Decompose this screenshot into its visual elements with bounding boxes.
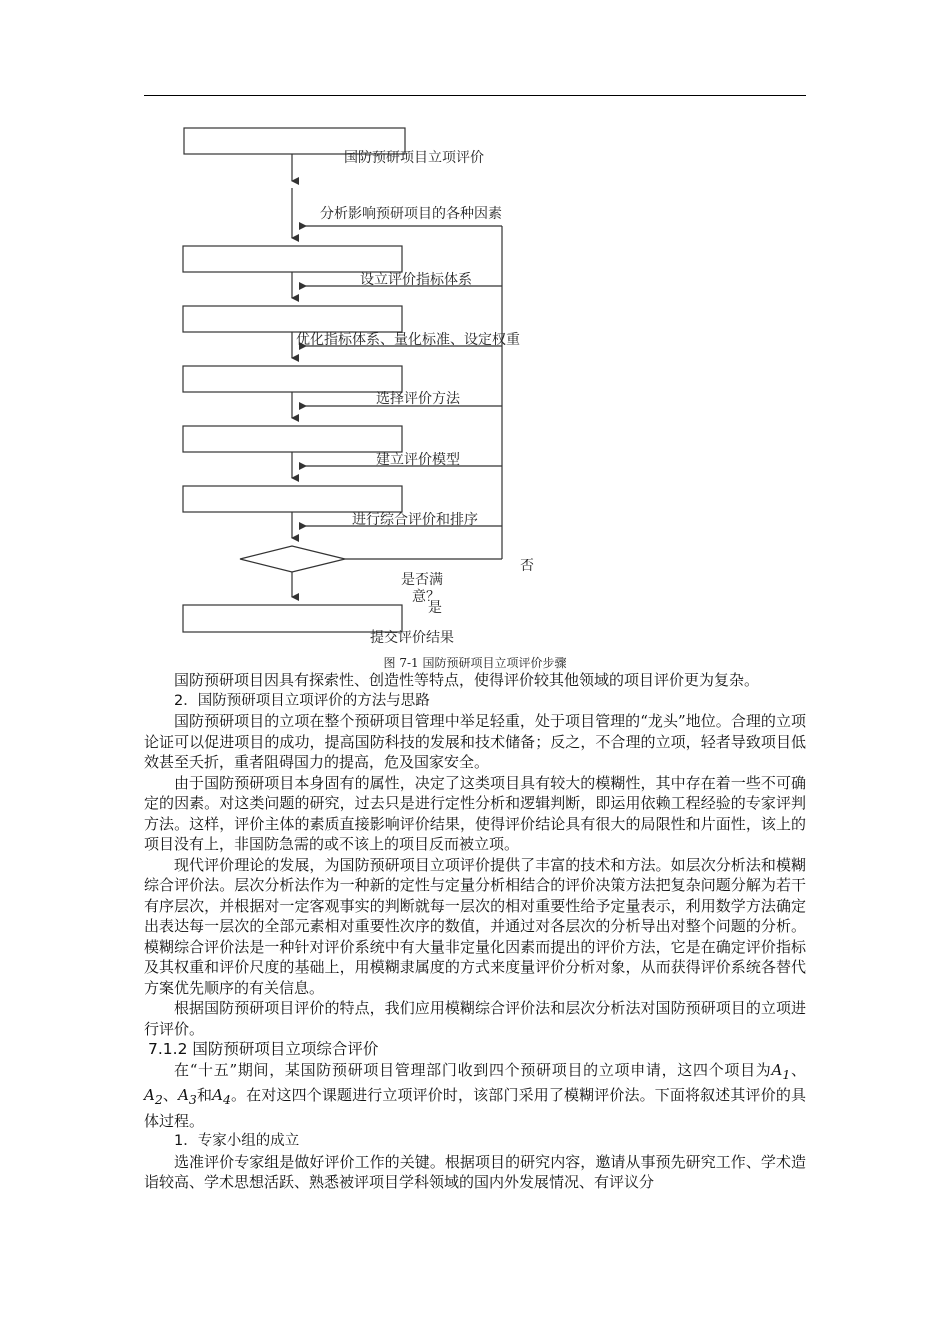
figure-caption: 图 7-1 国防预研项目立项评价步骤 bbox=[383, 656, 567, 670]
flow-box-3 bbox=[183, 246, 402, 272]
flow-step-label-4: 优化指标体系、量化标准、设定权重 bbox=[296, 332, 520, 348]
flow-box-8 bbox=[183, 605, 402, 632]
subheading-expert-group: 1．专家小组的成立 bbox=[174, 1133, 300, 1149]
paragraph-7: 选准评价专家组是做好评价工作的关键。根据项目的研究内容，邀请从事预先研究工作、学术造诣较高、学术思想活跃、熟悉被评项目学科领域的国内外发展情况、有评议分 bbox=[144, 1152, 806, 1191]
subheading-methods: 2．国防预研项目立项评价的方法与思路 bbox=[174, 692, 430, 709]
project-a2: $A_2$ bbox=[144, 1086, 163, 1107]
paragraph-5: 根据国防预研项目评价的特点，我们应用模糊综合评价法和层次分析法对国防预研项目的立项进行评价。 bbox=[144, 999, 806, 1038]
paragraph-6-start: 在“十五”期间，某国防预研项目管理部门收到四个预研项目的立项申请，这四个项目为 bbox=[174, 1060, 772, 1079]
paragraph-6: 在“十五”期间，某国防预研项目管理部门收到四个预研项目的立项申请，这四个项目为$A_1$、$A_2$、$A_3$和$A_4$。在对这四个课题进行立项评价时，该部门采用了模糊评价法。下面将叙述其评价的具体过程。 bbox=[144, 1060, 806, 1130]
paragraph-1: 国防预研项目因具有探索性、创造性等特点，使得评价较其他领域的项目评价更为复杂。 bbox=[174, 671, 760, 689]
project-a4: $A_4$ bbox=[212, 1086, 231, 1107]
flow-step-label-1: 国防预研项目立项评价 bbox=[344, 150, 484, 166]
flow-no-label: 否 bbox=[520, 558, 534, 574]
flow-step-label-2: 分析影响预研项目的各种因素 bbox=[320, 206, 502, 222]
flow-yes-label: 是 bbox=[428, 600, 442, 616]
flow-box-4 bbox=[183, 306, 402, 332]
paragraph-3: 由于国防预研项目本身固有的属性，决定了这类项目具有较大的模糊性，其中存在着一些不可确定的因素。对这类问题的研究，过去只是进行定性分析和逻辑判断，即运用依赖工程经验的专家评判方法。这样，评价主体的素质直接影响评价结果，使得评价结论具有很大的局限性和片面性，该上的项目没有上，非国防急需的或不该上的项目反而被立项。 bbox=[144, 773, 806, 853]
project-a3: $A_3$ bbox=[178, 1086, 197, 1107]
flow-step-label-3: 设立评价指标体系 bbox=[360, 272, 472, 288]
flow-decision-label-2: 意？ bbox=[412, 589, 440, 605]
paragraph-6-end: 。在对这四个课题进行立项评价时，该部门采用了模糊评价法。下面将叙述其评价的具体过程。 bbox=[144, 1086, 806, 1130]
paragraph-2: 国防预研项目的立项在整个预研项目管理中举足轻重，处于项目管理的“龙头”地位。合理的立项论证可以促进项目的成功，提高国防科技的发展和技术储备；反之，不合理的立项，轻者导致项目低效甚至夭折，重者阻碍国力的提高，危及国家安全。 bbox=[144, 712, 806, 771]
flow-step-label-6: 建立评价模型 bbox=[376, 452, 460, 468]
paragraph-4: 现代评价理论的发展，为国防预研项目立项评价提供了丰富的技术和方法。如层次分析法和模糊综合评价法。层次分析法作为一种新的定性与定量分析相结合的评价决策方法把复杂问题分解为若干有序层次，并根据对一定客观事实的判断就每一层次的相对重要性给予定量表示，利用数学方法确定出表达每一层次的全部元素相对重要性次序的数值，并通过对各层次的分析导出对整个问题的分析。模糊综合评价法是一种针对评价系统中有大量非定量化因素而提出的评价方法，它是在确定评价指标及其权重和评价尺度的基础上，用模糊隶属度的方式来度量评价分析对象，从而获得评价系统各替代方案优先顺序的有关信息。 bbox=[144, 855, 806, 997]
flow-box-5 bbox=[183, 366, 402, 392]
flow-box-6 bbox=[183, 426, 402, 452]
flowchart bbox=[0, 0, 950, 660]
flow-step-label-7: 进行综合评价和排序 bbox=[352, 512, 478, 528]
project-a1: $A_1$ bbox=[771, 1060, 791, 1082]
flow-step-label-5: 选择评价方法 bbox=[376, 391, 460, 407]
flow-decision-diamond bbox=[240, 546, 345, 572]
flow-step-label-8: 提交评价结果 bbox=[370, 630, 454, 646]
section-heading-7-1-2: 7.1.2 国防预研项目立项综合评价 bbox=[148, 1040, 379, 1058]
flow-box-7 bbox=[183, 486, 402, 512]
body-text bbox=[144, 670, 806, 1193]
flow-decision-label-1: 是否满 bbox=[401, 572, 443, 588]
